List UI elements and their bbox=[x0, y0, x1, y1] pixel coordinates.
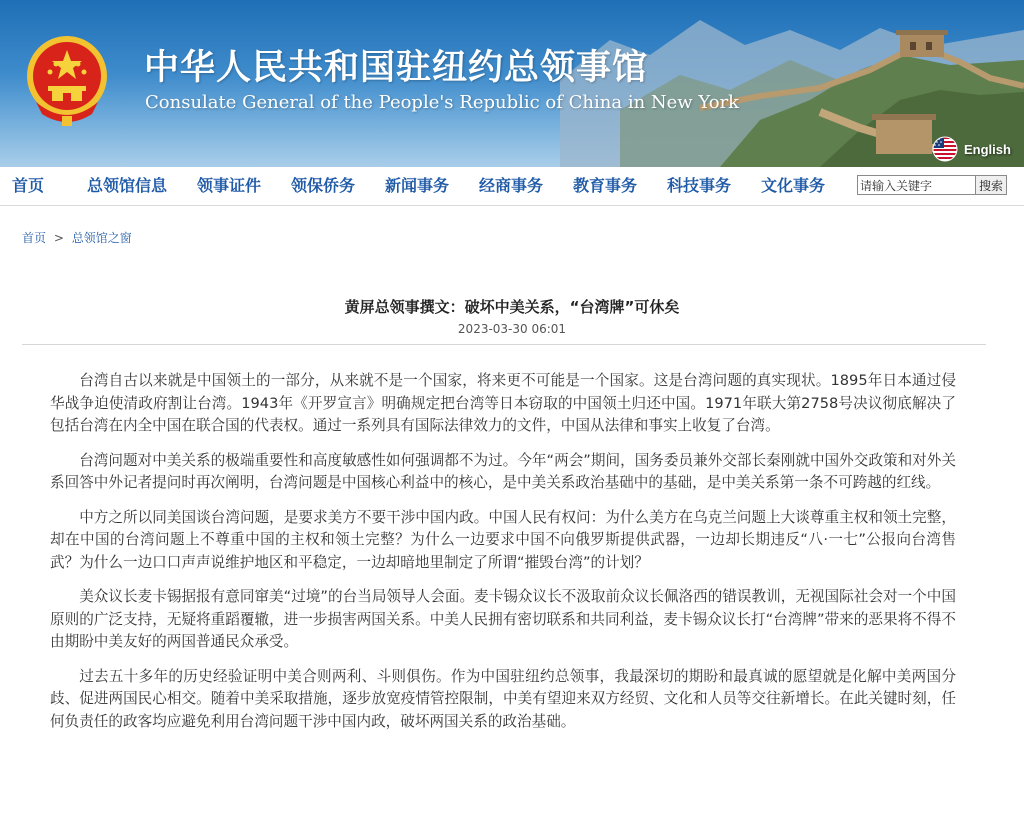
breadcrumb bbox=[22, 229, 132, 246]
article-date: 2023-03-30 06:01 bbox=[457, 322, 567, 336]
nav-item-consular-documents[interactable]: 领事证件 bbox=[197, 176, 262, 195]
site-title-en: Consulate General of the People's Republic of China in New York bbox=[145, 92, 740, 113]
search-button[interactable]: 搜索 bbox=[975, 175, 1007, 195]
nav-item-science[interactable]: 科技事务 bbox=[667, 176, 732, 195]
site-banner bbox=[0, 0, 1024, 167]
nav-item-trade[interactable]: 经商事务 bbox=[479, 176, 544, 195]
nav-item-home[interactable]: 首页 bbox=[12, 176, 45, 195]
article-paragraph: 台湾问题对中美关系的极端重要性和高度敏感性如何强调都不为过。今年“两会”期间，国务委员兼外交部长秦刚就中国外交政策和对外关系回答中外记者提问时再次阐明，台湾问题是中国核心利益中的核心，是中美关系政治基础中的基础，是中美关系第一条不可跨越的红线。 bbox=[50, 451, 956, 491]
english-language-link[interactable] bbox=[932, 136, 1011, 162]
article-paragraph: 美众议长麦卡锡据报有意同窜美“过境”的台当局领导人会面。麦卡锡众议长不汲取前众议长佩洛西的错误教训，无视国际社会对一个中国原则的广泛支持，无疑将重蹈覆辙，进一步损害两国关系。中美人民拥有密切联系和共同利益，麦卡锡众议长打“台湾牌”带来的恶果将不得不由期盼中美友好的两国普通民众承受。 bbox=[50, 588, 956, 650]
nav-item-education[interactable]: 教育事务 bbox=[573, 176, 638, 195]
english-link-label: English bbox=[964, 141, 1011, 157]
article-title: 黄屏总领事撰文：破坏中美关系，“台湾牌”可休矣 bbox=[344, 298, 680, 316]
nav-item-consular-protection[interactable]: 领保侨务 bbox=[291, 176, 356, 195]
breadcrumb-separator: > bbox=[53, 231, 64, 245]
site-title-cn: 中华人民共和国驻纽约总领事馆 bbox=[144, 48, 649, 88]
article-paragraph: 中方之所以同美国谈台湾问题，是要求美方不要干涉中国内政。中国人民有权问：为什么美方在乌克兰问题上大谈尊重主权和领土完整，却在中国的台湾问题上不尊重中国的主权和领土完整？为什么一边要求中国不向俄罗斯提供武器，一边却长期违反“八·一七”公报向台湾售武？为什么一边口口声声说维护地区和平稳定，一边却暗地里制定了所谓“摧毁台湾”的计划？ bbox=[50, 508, 956, 571]
us-flag-icon bbox=[932, 136, 958, 162]
search-input[interactable] bbox=[857, 175, 977, 195]
breadcrumb-home-link[interactable]: 首页 bbox=[22, 231, 47, 245]
nav-item-culture[interactable]: 文化事务 bbox=[761, 176, 826, 195]
article-body bbox=[50, 370, 956, 745]
nav-item-press[interactable]: 新闻事务 bbox=[385, 176, 450, 195]
national-emblem-icon bbox=[22, 32, 112, 128]
nav-item-consulate-info[interactable]: 总领馆信息 bbox=[87, 176, 168, 195]
title-divider bbox=[22, 344, 986, 345]
article-paragraph: 台湾自古以来就是中国领土的一部分，从来就不是一个国家，将来更不可能是一个国家。这是台湾问题的真实现状。1895年日本通过侵华战争迫使清政府割让台湾。1943年《开罗宣言》明确规定把台湾等日本窃取的中国领土归还中国。1971年联大第2758号决议彻底解决了包括台湾在内全中国在联合国的代表权。通过一系列具有国际法律效力的文件，中国从法律和事实上收复了台湾。 bbox=[50, 372, 956, 434]
breadcrumb-current-link[interactable]: 总领馆之窗 bbox=[71, 231, 132, 245]
article-paragraph: 过去五十多年的历史经验证明中美合则两利、斗则俱伤。作为中国驻纽约总领事，我最深切的期盼和最真诚的愿望就是化解中美两国分歧、促进两国民心相交。随着中美采取措施，逐步放宽疫情管控限制，中美有望迎来双方经贸、文化和人员等交往新增长。在此关键时刻，任何负责任的政客均应避免利用台湾问题干涉中国内政，破坏两国关系的政治基础。 bbox=[50, 667, 956, 730]
